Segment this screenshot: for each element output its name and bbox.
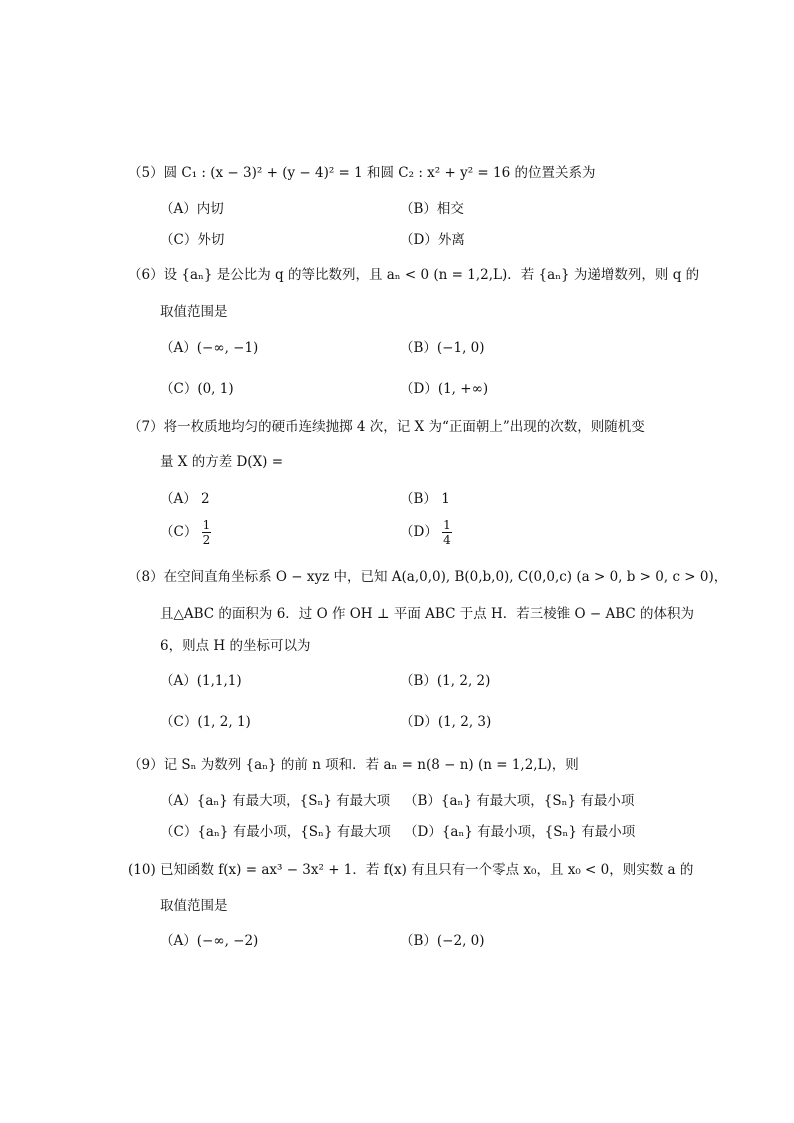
q5-stem: （5）圆 C₁ : (x − 3)² + (y − 4)² = 1 和圆 C₂ : x² + y² = 16 的位置关系为 <box>128 165 596 181</box>
fraction-numerator: 1 <box>202 518 211 532</box>
fraction-denominator: 4 <box>443 533 451 547</box>
q9-option-d: （D）{aₙ} 有最小项，{Sₙ} 有最小项 <box>404 824 636 840</box>
fraction-numerator: 1 <box>443 518 451 532</box>
q7-option-d-fraction <box>442 518 452 547</box>
q7-option-d <box>400 518 452 547</box>
q6-stem-line2: 取值范围是 <box>160 304 228 320</box>
q7-option-c <box>160 518 211 547</box>
q8-option-a: （A）(1,1,1) <box>160 673 242 689</box>
q8-option-b: （B）(1, 2, 2) <box>400 673 491 689</box>
q7-option-c-label: （C） <box>160 524 198 540</box>
q6-option-b: （B）(−1, 0) <box>400 340 485 356</box>
q8-option-d: （D）(1, 2, 3) <box>400 714 492 730</box>
q10-option-a: （A）(−∞, −2) <box>160 933 259 949</box>
q6-stem-line1: （6）设 {aₙ} 是公比为 q 的等比数列，且 aₙ < 0 (n = 1,2,L)．若 {aₙ} 为递增数列，则 q 的 <box>128 267 700 283</box>
q5-option-d: （D）外离 <box>400 232 465 248</box>
q6-option-c: （C）(0, 1) <box>160 381 234 397</box>
q10-option-b: （B）(−2, 0) <box>400 933 485 949</box>
q6-option-d: （D）(1, +∞) <box>400 381 489 397</box>
q9-option-c: （C）{aₙ} 有最小项，{Sₙ} 有最大项 <box>160 824 391 840</box>
q8-stem-line1: （8）在空间直角坐标系 O − xyz 中，已知 A(a,0,0), B(0,b,0), C(0,0,c) (a > 0, b > 0, c > 0)， <box>128 569 728 585</box>
q5-option-a: （A）内切 <box>160 201 224 217</box>
q5-option-c: （C）外切 <box>160 232 225 248</box>
q10-stem-line2: 取值范围是 <box>160 898 228 914</box>
q7-stem-line1: （7）将一枚质地均匀的硬币连续抛掷 4 次，记 X 为“正面朝上”出现的次数，则随机变 <box>128 419 645 435</box>
q9-option-b: （B）{aₙ} 有最大项，{Sₙ} 有最小项 <box>404 793 635 809</box>
q7-option-a: （A） 2 <box>160 491 210 507</box>
fraction-denominator: 2 <box>202 533 211 547</box>
q5-option-b: （B）相交 <box>400 201 464 217</box>
q8-option-c: （C）(1, 2, 1) <box>160 714 251 730</box>
q7-stem-line2: 量 X 的方差 D(X) = <box>160 454 284 470</box>
q6-option-a: （A）(−∞, −1) <box>160 340 259 356</box>
q10-stem-line1: (10) 已知函数 f(x) = ax³ − 3x² + 1．若 f(x) 有且只有一个零点 x₀，且 x₀ < 0，则实数 a 的 <box>128 862 694 878</box>
q7-option-d-label: （D） <box>400 524 438 540</box>
q7-option-b: （B） 1 <box>400 491 450 507</box>
q8-stem-line3: 6，则点 H 的坐标可以为 <box>160 638 311 654</box>
q8-stem-line2: 且△ABC 的面积为 6．过 O 作 OH ⊥ 平面 ABC 于点 H．若三棱锥 O − ABC 的体积为 <box>160 606 695 622</box>
q9-option-a: （A）{aₙ} 有最大项，{Sₙ} 有最大项 <box>160 793 391 809</box>
q9-stem: （9）记 Sₙ 为数列 {aₙ} 的前 n 项和．若 aₙ = n(8 − n) (n = 1,2,L)，则 <box>128 757 579 773</box>
q7-option-c-fraction <box>202 518 212 547</box>
